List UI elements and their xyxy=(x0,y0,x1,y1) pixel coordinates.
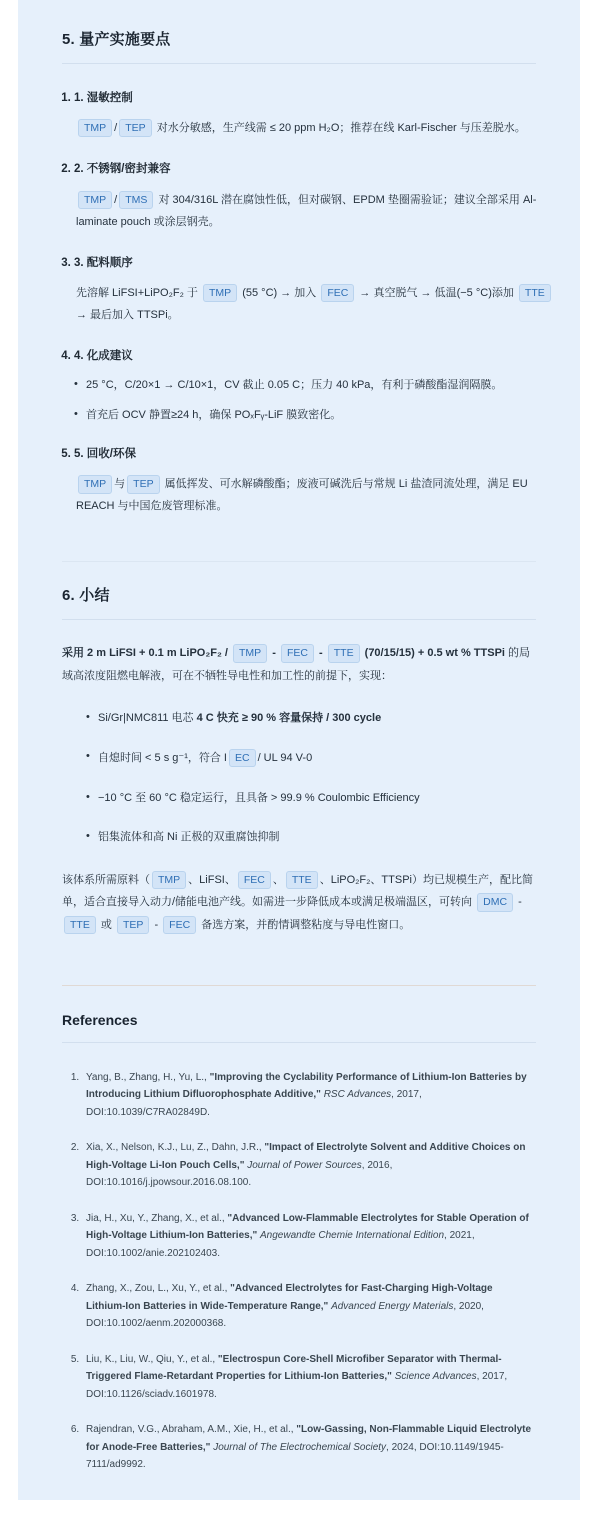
ref-year: 2016 xyxy=(367,1159,390,1171)
step-formation-advice xyxy=(74,348,558,424)
step-heading: 2. 不锈钢/密封兼容 xyxy=(74,163,171,176)
closing-segment-4: 、LiPO₂F₂、TTSPi）均已规模生产，配比简单，适合直接导入动力/储能电池产线。如需进一步降低成本或满足极端温区，可转向 xyxy=(62,873,533,909)
step-recycling-environment xyxy=(74,446,558,517)
chip-fec[interactable]: FEC xyxy=(321,284,354,302)
ref-authors: Zhang, X., Zou, L., Xu, Y., et al., xyxy=(86,1283,228,1295)
chip-dmc[interactable]: DMC xyxy=(477,893,513,911)
chip-tte[interactable]: TTE xyxy=(519,284,551,302)
step-heading: 5. 回收/环保 xyxy=(74,448,136,461)
chip-separator: 与 xyxy=(114,478,126,491)
ref-authors: Xia, X., Nelson, K.J., Lu, Z., Dahn, J.R., xyxy=(86,1142,262,1154)
chip-separator: / xyxy=(114,193,118,206)
chip-separator: / xyxy=(114,122,118,135)
chip-fec[interactable]: FEC xyxy=(238,871,271,889)
chip-tmp[interactable]: TMP xyxy=(78,475,112,493)
chip-ec[interactable]: EC xyxy=(229,749,256,767)
spacer xyxy=(40,986,558,1012)
ref-year: 2017 xyxy=(396,1089,419,1101)
list-item: 1. Yang, B., Zhang, H., Yu, L., "Improving the Cyclability Performance of Lithium-Ion Batteries by Introducing Lithium Difluorophosphate Additive," RSC Advances, 2017, DOI:10.1039/C7RA02849D. xyxy=(82,1069,532,1122)
summary-bullets xyxy=(62,710,536,847)
step-humidity-control xyxy=(74,90,558,139)
ref-authors: Rajendran, V.G., Abraham, A.M., Xie, H., et al., xyxy=(86,1424,294,1436)
step-text: 对 304/316L 潜在腐蚀性低，但对碳钢、EPDM 垫圈需验证；建议全部采用 Al-laminate pouch 或涂层钢壳。 xyxy=(76,193,537,228)
ref-title: "Advanced Low-Flammable Electrolytes for Stable Operation of High-Voltage Lithium-Ion Batteries," xyxy=(86,1212,529,1242)
spacer xyxy=(40,937,558,971)
chip-tep[interactable]: TEP xyxy=(119,119,151,137)
summary-segment-4: (70/15/15) + 0.5 wt % TTSPi xyxy=(361,647,509,660)
ref-doi[interactable]: DOI:10.1039/C7RA02849D. xyxy=(86,1106,210,1118)
chip-tmp[interactable]: TMP xyxy=(78,119,112,137)
references-title: References xyxy=(62,1011,138,1028)
chip-tep[interactable]: TEP xyxy=(117,916,149,934)
closing-segment-6: 或 xyxy=(97,919,115,931)
closing-segment-2: 、LiFSI、 xyxy=(188,873,236,886)
ref-authors: Liu, K., Liu, W., Qiu, Y., et al., xyxy=(86,1353,216,1365)
ref-journal: Journal of Power Sources xyxy=(247,1159,362,1171)
ref-title: "Advanced Electrolytes for Fast-Charging High-Voltage Lithium-Ion Batteries in Wide-Temperature Range," xyxy=(86,1283,493,1312)
bullet-bold: 4 C 快充 ≥ 90 % 容量保持 / 300 cycle xyxy=(196,711,382,724)
ref-doi[interactable]: DOI:10.1002/anie.202102403. xyxy=(86,1247,220,1259)
step-text-segment-2: (55 °C) → 加入 xyxy=(242,286,320,299)
step-text-segment-1: 先溶解 LiFSI+LiPO₂F₂ 于 xyxy=(76,286,201,299)
references-list xyxy=(40,1069,558,1474)
step-heading: 4. 化成建议 xyxy=(74,349,133,362)
bullet-prefix: 铝集流体和高 Ni 正极的双重腐蚀抑制 xyxy=(98,831,280,844)
ref-title: "Impact of Electrolyte Solvent and Additive Choices on High-Voltage Li-Ion Pouch Cells," xyxy=(86,1142,526,1171)
summary-closing-paragraph xyxy=(62,869,536,937)
production-steps-list xyxy=(40,90,558,517)
summary-segment-5: 的局域高浓度阻燃电解液，可在不牺牲导电性和加工性的前提下，实现： xyxy=(62,647,531,682)
summary-title: 6. 小结 xyxy=(62,587,110,605)
step-body xyxy=(74,473,558,517)
ref-title: "Improving the Cyclability Performance of Lithium-Ion Batteries by Introducing Lithium Difluorophosphate Additive," xyxy=(86,1071,527,1101)
closing-segment-5: - xyxy=(515,896,522,909)
ref-journal: Journal of The Electrochemical Society xyxy=(213,1441,387,1453)
step-mixing-order xyxy=(74,255,558,326)
ref-authors: Jia, H., Xu, Y., Zhang, X., et al., xyxy=(86,1212,225,1224)
step-text-segment-4: → 最后加入 TTSPi。 xyxy=(76,308,179,321)
chip-fec-alt[interactable]: FEC xyxy=(163,916,196,934)
step-text: 对水分敏感，生产线需 ≤ 20 ppm H₂O；推荐在线 Karl-Fischer 与压差脱水。 xyxy=(156,122,526,135)
summary-segment-3: - xyxy=(315,647,326,660)
step-stainless-seal-compat xyxy=(74,161,558,232)
summary-lead-paragraph xyxy=(62,642,536,687)
ref-year: 2017 xyxy=(482,1371,505,1383)
list-item: • 25 °C，C/20×1 → C/10×1，CV 截止 0.05 C；压力 40 kPa，有利于磷酸酯湿润隔膜。 xyxy=(74,377,558,395)
content-card xyxy=(18,0,580,1500)
ref-journal: Angewandte Chemie International Edition xyxy=(260,1230,445,1242)
references-divider xyxy=(62,1042,536,1043)
ref-authors: Yang, B., Zhang, H., Yu, L., xyxy=(86,1071,207,1083)
chip-tte[interactable]: TTE xyxy=(328,644,360,662)
ref-doi[interactable]: DOI:10.1126/sciadv.1601978. xyxy=(86,1388,217,1400)
list-item: 2. Xia, X., Nelson, K.J., Lu, Z., Dahn, J.R., "Impact of Electrolyte Solvent and Additive Choices on High-Voltage Li-Ion Pouch Cells," Journal of Power Sources, 2016, DOI:10.1016/j.jpowsour.2016.08.100. xyxy=(82,1139,532,1192)
bullet-prefix: −10 °C 至 60 °C 稳定运行，且具备 > 99.9 % Coulombic Efficiency xyxy=(98,791,420,804)
step-body xyxy=(74,117,558,139)
list-item: • 首充后 OCV 静置≥24 h，确保 POₓFᵧ-LiF 膜致密化。 xyxy=(74,407,558,425)
list-item: 3. Jia, H., Xu, Y., Zhang, X., et al., "Advanced Low-Flammable Electrolytes for Stable Operation of High-Voltage Lithium-Ion Batteries," Angewandte Chemie International Edition, 2021, DOI:10.1002/anie.202102403. xyxy=(82,1210,532,1263)
closing-segment-1: 该体系所需原料（ xyxy=(62,873,150,886)
step-body xyxy=(74,189,558,233)
list-item-selfextinguish xyxy=(86,749,536,768)
summary-segment-1: 采用 2 m LiFSI + 0.1 m LiPO₂F₂ / xyxy=(62,647,232,660)
spacer xyxy=(40,521,558,547)
step-body xyxy=(74,282,558,326)
step-heading: 1. 湿敏控制 xyxy=(74,92,133,104)
page-title: 5. 量产实施要点 xyxy=(62,31,171,48)
chip-tep[interactable]: TEP xyxy=(127,475,159,493)
bullet-prefix: Si/Gr|NMC811 电芯 xyxy=(98,711,197,724)
chip-tte-alt[interactable]: TTE xyxy=(64,916,96,934)
closing-segment-7: - xyxy=(151,919,162,931)
chip-tmp[interactable]: TMP xyxy=(78,191,112,209)
list-item-temperature-range xyxy=(86,790,536,808)
step-heading: 3. 配料顺序 xyxy=(74,256,133,269)
ref-doi[interactable]: DOI:10.1016/j.jpowsour.2016.08.100. xyxy=(86,1177,252,1189)
chip-tms[interactable]: TMS xyxy=(119,191,153,209)
list-item: 5. Liu, K., Liu, W., Qiu, Y., et al., "Electrospun Core-Shell Microfiber Separator with Thermal-Triggered Flame-Retardant Properties for Lithium-Ion Batteries," Science Advances, 2017, DOI:10.1126/sciadv.1601978. xyxy=(82,1351,532,1404)
ref-title: "Electrospun Core-Shell Microfiber Separator with Thermal-Triggered Flame-Retardant Properties for Lithium-Ion Batteries," xyxy=(86,1353,502,1383)
ref-year: 2024 xyxy=(391,1441,414,1453)
ref-doi[interactable]: DOI:10.1002/aenm.202000368. xyxy=(86,1318,227,1330)
summary-segment-2: - xyxy=(269,647,279,660)
ref-journal: RSC Advances xyxy=(323,1089,392,1101)
closing-segment-3: 、 xyxy=(272,873,284,886)
chip-tmp[interactable]: TMP xyxy=(233,644,267,662)
step-text-segment-3: → 真空脱气 → 低温(−5 °C)添加 xyxy=(359,286,517,299)
list-item-fastcharge xyxy=(86,710,536,728)
summary-divider xyxy=(62,619,536,620)
list-item: 6. Rajendran, V.G., Abraham, A.M., Xie, H., et al., "Low-Gassing, Non-Flammable Liquid Electrolyte for Anode-Free Batteries," Journal of The Electrochemical Society, 2024, DOI:10.1149/1945-7111/ad9992. xyxy=(82,1421,532,1474)
closing-segment-8: 备选方案，并酌情调整粘度与导电性窗口。 xyxy=(198,919,411,931)
ref-doi[interactable]: DOI:10.1149/1945-7111/ad9992. xyxy=(86,1441,504,1471)
list-item: 4. Zhang, X., Zou, L., Xu, Y., et al., "Advanced Electrolytes for Fast-Charging High-Voltage Lithium-Ion Batteries in Wide-Temperature Range," Advanced Energy Materials, 2020, DOI:10.1002/aenm.202000368. xyxy=(82,1280,532,1333)
formation-bullets xyxy=(74,377,558,424)
step-text: 属低挥发、可水解磷酸酯；废液可碱洗后与常规 Li 盐渣同流处理，满足 EU REACH 与中国危废管理标准。 xyxy=(76,478,528,513)
bullet-prefix: 自熄时间 < 5 s g⁻¹，符合 I xyxy=(98,752,227,765)
chip-tmp[interactable]: TMP xyxy=(203,284,237,302)
spacer xyxy=(40,562,558,578)
title-divider xyxy=(62,63,536,64)
chip-tte[interactable]: TTE xyxy=(286,871,318,889)
ref-journal: Advanced Energy Materials xyxy=(331,1300,454,1312)
list-item-corrosion-inhibition xyxy=(86,829,536,847)
ref-year: 2021 xyxy=(449,1230,472,1242)
bullet-suffix: / UL 94 V-0 xyxy=(257,752,313,765)
chip-fec[interactable]: FEC xyxy=(281,644,314,662)
chip-tmp[interactable]: TMP xyxy=(152,871,186,889)
ref-year: 2020 xyxy=(458,1300,482,1312)
ref-journal: Science Advances xyxy=(394,1371,477,1383)
ref-title: "Low-Gassing, Non-Flammable Liquid Electrolyte for Anode-Free Batteries," xyxy=(86,1424,532,1453)
